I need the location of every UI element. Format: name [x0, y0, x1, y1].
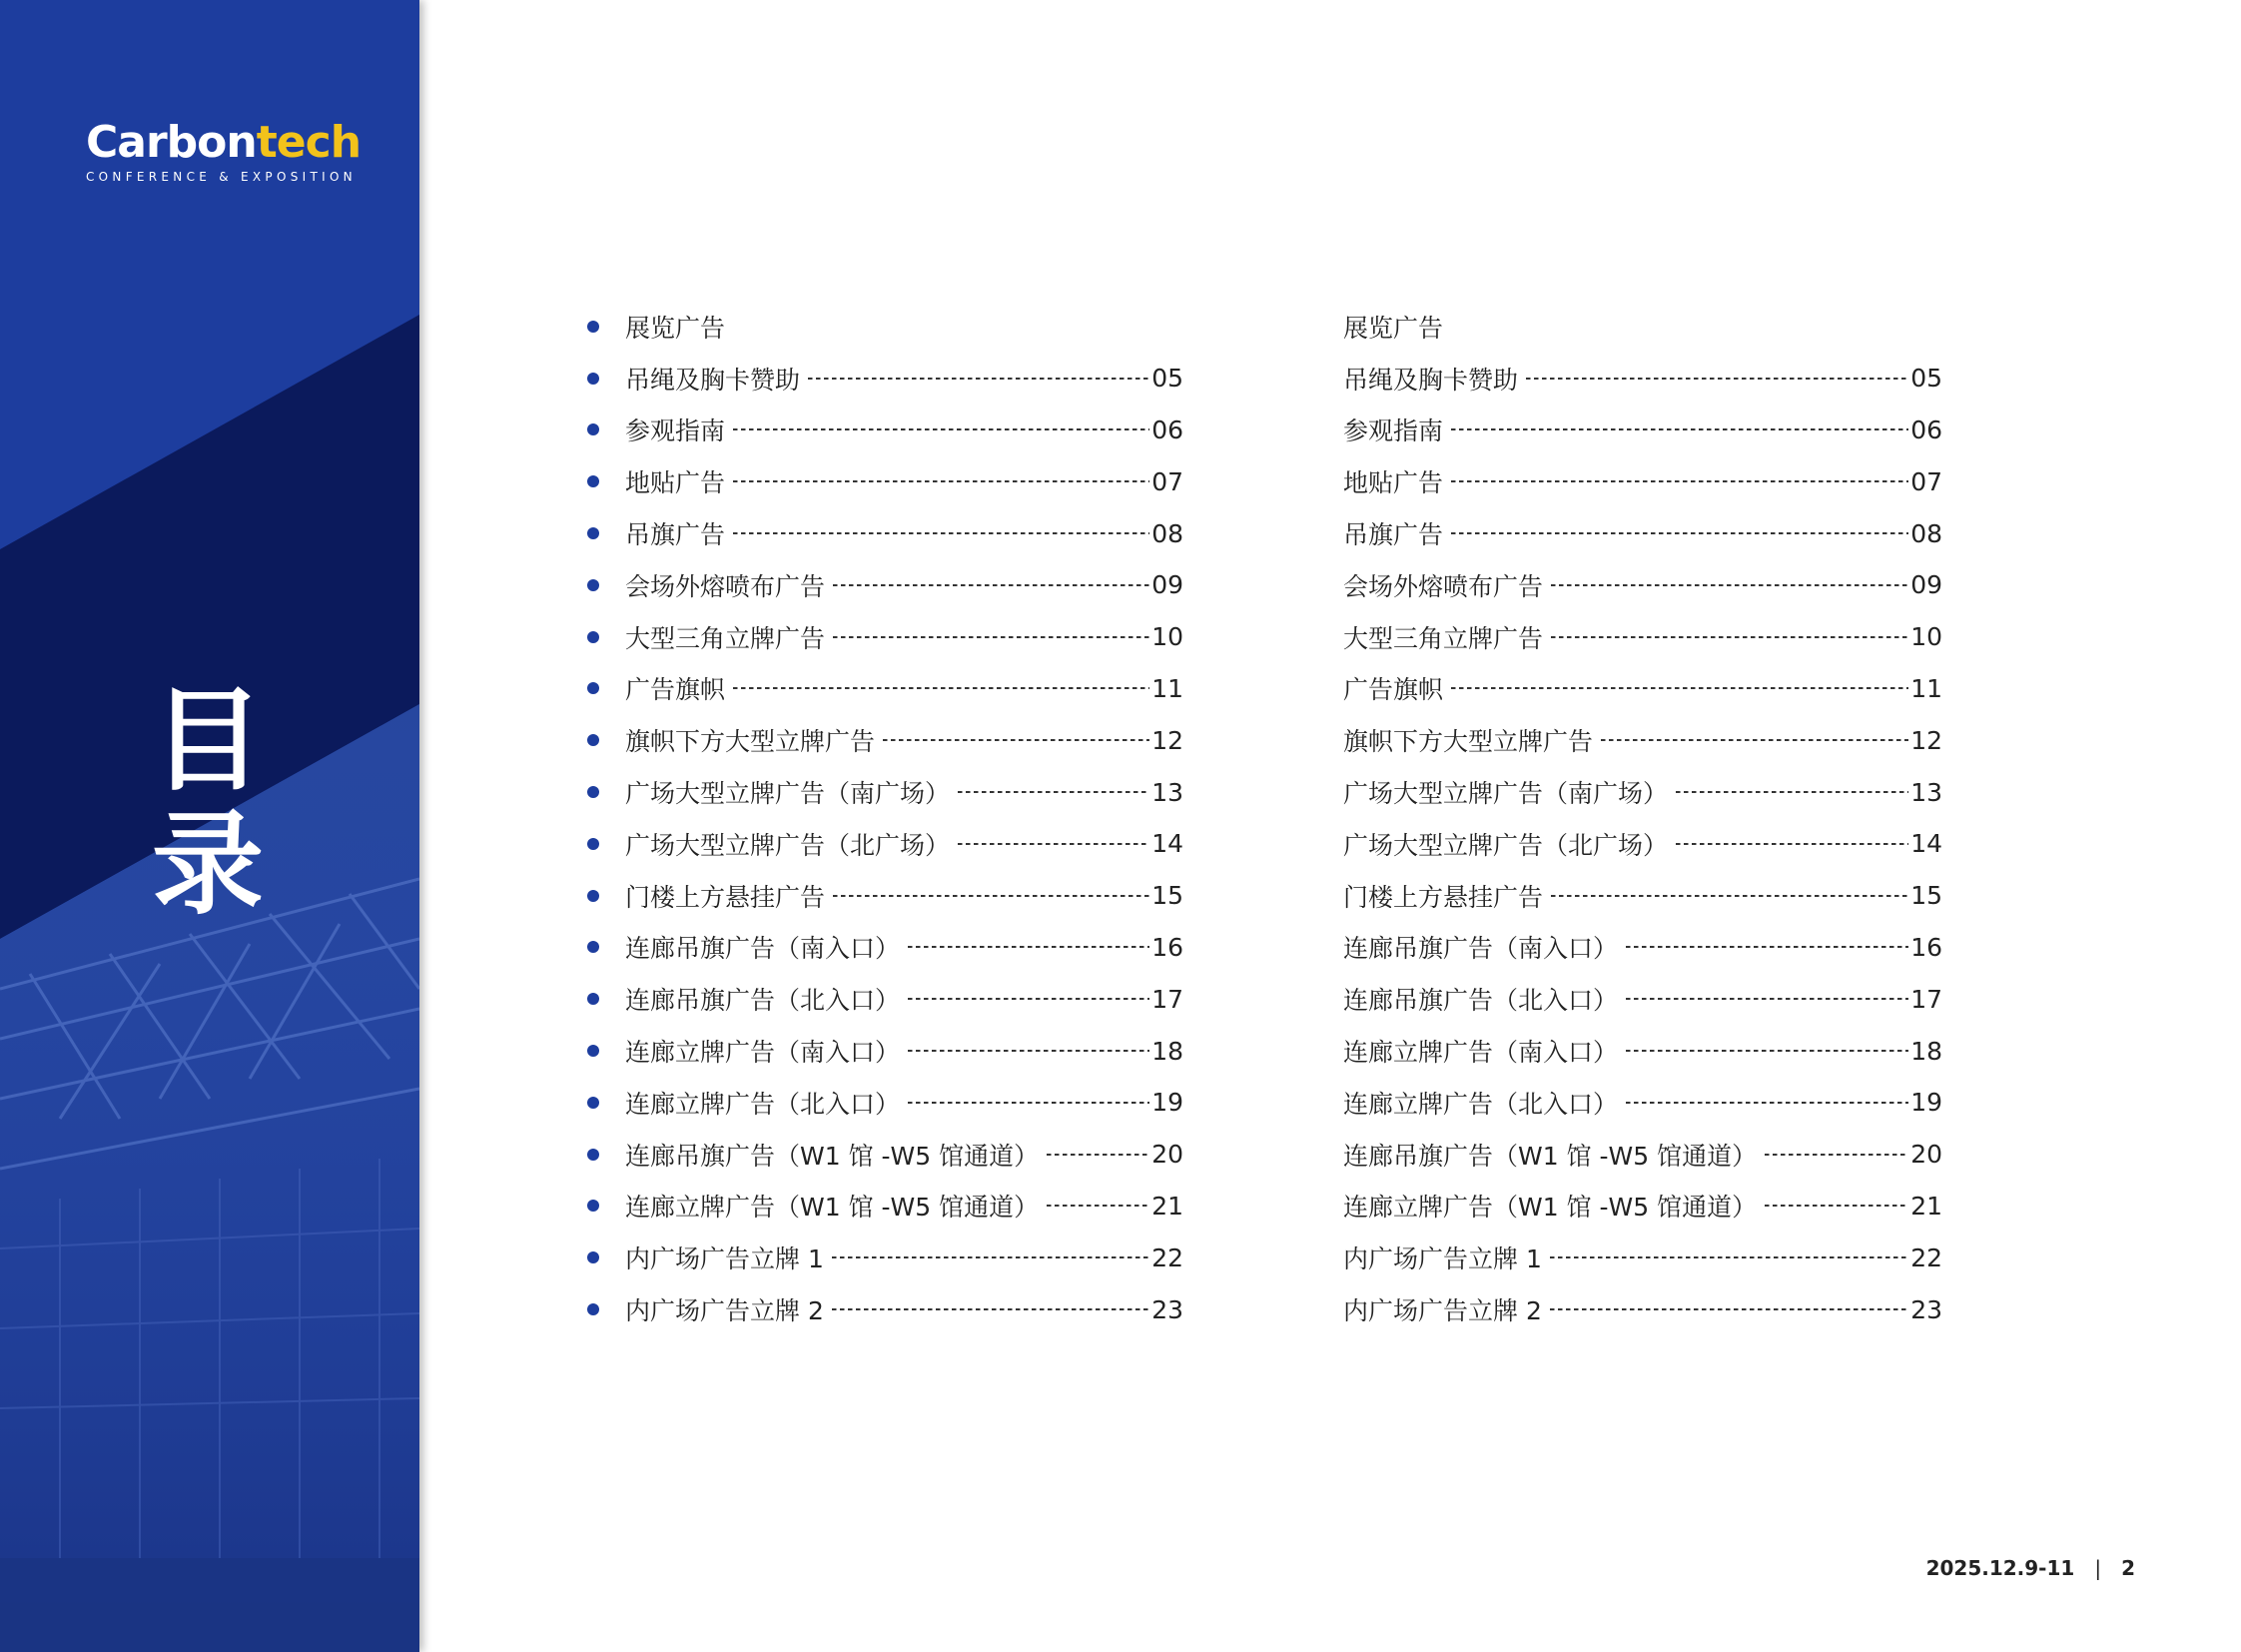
toc-entry-page: 05 — [1910, 364, 1942, 394]
toc-entry[interactable] — [584, 922, 1183, 974]
toc-column-right — [1343, 301, 1942, 1335]
dotted-leader — [1676, 791, 1908, 793]
dotted-leader — [1626, 1050, 1908, 1052]
toc-entry[interactable] — [1343, 611, 1942, 663]
toc-entry-label: 内广场广告立牌 1 — [625, 1244, 824, 1274]
bullet-icon — [587, 1303, 599, 1315]
bullet-icon — [587, 373, 599, 385]
toc-entry-page: 15 — [1151, 881, 1183, 911]
toc-title-line-1: 目 — [152, 676, 264, 806]
page-number: 2 — [2121, 1556, 2135, 1580]
toc-entry[interactable] — [1343, 405, 1942, 456]
toc-entry-label: 门楼上方悬挂广告 — [1343, 882, 1544, 912]
dotted-leader — [1765, 1205, 1908, 1207]
toc-entry-label: 门楼上方悬挂广告 — [625, 882, 826, 912]
dotted-leader — [1550, 1308, 1908, 1310]
dotted-leader — [1550, 1256, 1908, 1258]
toc-entry-page: 22 — [1151, 1242, 1183, 1272]
toc-entry-label: 广告旗帜 — [625, 675, 726, 705]
dotted-leader — [1601, 739, 1908, 741]
logo-word-tech: tech — [256, 117, 362, 168]
toc-entry-label: 广场大型立牌广告（北广场） — [1343, 830, 1669, 860]
bullet-icon — [587, 423, 599, 435]
toc-entry-label: 旗帜下方大型立牌广告 — [1343, 727, 1594, 757]
toc-entry-label: 大型三角立牌广告 — [1343, 623, 1544, 653]
page-footer — [1926, 1556, 2135, 1580]
toc-column-left — [584, 301, 1183, 1335]
toc-entry[interactable] — [584, 1181, 1183, 1233]
dotted-leader — [958, 843, 1149, 845]
dotted-leader — [832, 1256, 1149, 1258]
toc-entry-page: 12 — [1151, 725, 1183, 755]
toc-entry[interactable] — [584, 818, 1183, 870]
toc-entry-page: 11 — [1151, 673, 1183, 703]
footer-separator: | — [2094, 1556, 2102, 1580]
toc-entry-page: 14 — [1910, 829, 1942, 859]
toc-entry-page: 12 — [1910, 725, 1942, 755]
toc-entry[interactable] — [584, 1025, 1183, 1077]
toc-entry-label: 连廊立牌广告（南入口） — [625, 1038, 901, 1068]
toc-entry-page: 07 — [1151, 466, 1183, 496]
toc-entry[interactable] — [1343, 922, 1942, 974]
toc-entry[interactable] — [584, 1283, 1183, 1335]
bullet-icon — [587, 734, 599, 746]
toc-entry-label: 吊绳及胸卡赞助 — [1343, 365, 1519, 395]
bullet-icon — [587, 890, 599, 902]
toc-entry-page: 23 — [1910, 1294, 1942, 1324]
toc-section-header: 展览广告 — [1343, 313, 1444, 343]
toc-entry-page: 09 — [1910, 570, 1942, 600]
dotted-leader — [883, 739, 1149, 741]
dotted-leader — [908, 998, 1149, 1000]
bullet-icon — [587, 1251, 599, 1263]
dotted-leader — [1626, 1102, 1908, 1104]
toc-section-header: 展览广告 — [625, 313, 726, 343]
event-date: 2025.12.9-11 — [1925, 1556, 2075, 1580]
toc-entry-page: 21 — [1910, 1191, 1942, 1221]
toc-entry[interactable] — [584, 405, 1183, 456]
toc-entry-page: 15 — [1910, 881, 1942, 911]
toc-entry-page: 09 — [1151, 570, 1183, 600]
logo-word-carbon: Carbon — [86, 117, 257, 168]
toc-entry-label: 内广场广告立牌 1 — [1343, 1244, 1542, 1274]
dotted-leader — [733, 428, 1149, 430]
dotted-leader — [1551, 636, 1908, 638]
toc-entry-label: 地贴广告 — [625, 468, 726, 498]
toc-entry-page: 16 — [1151, 932, 1183, 962]
toc-entry-label: 连廊立牌广告（W1 馆 -W5 馆通道） — [1343, 1193, 1758, 1223]
toc-entry-page: 16 — [1910, 932, 1942, 962]
bullet-icon — [587, 786, 599, 798]
dotted-leader — [1551, 584, 1908, 586]
toc-entry[interactable] — [1343, 1077, 1942, 1129]
toc-entry-page: 13 — [1910, 777, 1942, 807]
toc-entry-label: 参观指南 — [625, 416, 726, 446]
toc-entry-page: 11 — [1910, 673, 1942, 703]
toc-entry-label: 连廊吊旗广告（南入口） — [625, 934, 901, 964]
toc-entry-page: 21 — [1151, 1191, 1183, 1221]
bullet-icon — [587, 682, 599, 694]
toc-entry[interactable] — [1343, 1181, 1942, 1233]
toc-header-row — [1343, 301, 1942, 353]
dotted-leader — [808, 378, 1149, 380]
toc-entry[interactable] — [584, 766, 1183, 818]
toc-entry-label: 广告旗帜 — [1343, 675, 1444, 705]
bullet-icon — [587, 1045, 599, 1057]
toc-entry-label: 连廊立牌广告（南入口） — [1343, 1038, 1619, 1068]
toc-entry[interactable] — [1343, 353, 1942, 405]
toc-entry-label: 大型三角立牌广告 — [625, 623, 826, 653]
toc-entry[interactable] — [1343, 663, 1942, 715]
toc-entry[interactable] — [1343, 1232, 1942, 1283]
dotted-leader — [833, 895, 1149, 897]
toc-entry[interactable] — [1343, 714, 1942, 766]
bullet-icon — [587, 1097, 599, 1109]
toc-entry-page: 10 — [1151, 622, 1183, 652]
carbontech-logo — [86, 117, 362, 184]
dotted-leader — [733, 480, 1149, 482]
dotted-leader — [908, 1050, 1149, 1052]
toc-title-line-2: 录 — [152, 800, 264, 930]
toc-entry-label: 连廊立牌广告（北入口） — [1343, 1089, 1619, 1119]
toc-entry-label: 参观指南 — [1343, 416, 1444, 446]
toc-entry-page: 20 — [1910, 1140, 1942, 1170]
dotted-leader — [1626, 946, 1908, 948]
dotted-leader — [1676, 843, 1908, 845]
bullet-icon — [587, 527, 599, 539]
toc-entry[interactable] — [584, 870, 1183, 922]
dotted-leader — [1765, 1154, 1908, 1156]
dotted-leader — [1451, 428, 1908, 430]
dotted-leader — [1047, 1154, 1149, 1156]
dotted-leader — [1551, 895, 1908, 897]
toc-entry[interactable] — [584, 1129, 1183, 1181]
dotted-leader — [908, 946, 1149, 948]
toc-entry-page: 06 — [1151, 414, 1183, 444]
dotted-leader — [1526, 378, 1908, 380]
toc-entry-page: 20 — [1151, 1140, 1183, 1170]
bullet-icon — [587, 475, 599, 487]
dotted-leader — [1047, 1205, 1149, 1207]
toc-entry[interactable] — [1343, 973, 1942, 1025]
dotted-leader — [1451, 687, 1908, 689]
toc-entry-label: 连廊吊旗广告（W1 馆 -W5 馆通道） — [625, 1141, 1040, 1171]
toc-entry-page: 18 — [1910, 1036, 1942, 1066]
dotted-leader — [908, 1102, 1149, 1104]
toc-entry[interactable] — [1343, 766, 1942, 818]
toc-entry[interactable] — [1343, 1129, 1942, 1181]
toc-entry-label: 广场大型立牌广告（南广场） — [1343, 779, 1669, 809]
toc-header-row — [584, 301, 1183, 353]
toc-entry-label: 连廊立牌广告（W1 馆 -W5 馆通道） — [625, 1193, 1040, 1223]
bullet-icon — [587, 1200, 599, 1212]
toc-entry-label: 内广场广告立牌 2 — [625, 1296, 824, 1326]
toc-entry[interactable] — [584, 1232, 1183, 1283]
logo-subtitle: CONFERENCE & EXPOSITION — [86, 170, 357, 184]
dotted-leader — [833, 636, 1149, 638]
toc-entry[interactable] — [1343, 1283, 1942, 1335]
toc-entry-label: 连廊吊旗广告（北入口） — [1343, 986, 1619, 1016]
toc-entry-page: 05 — [1151, 364, 1183, 394]
dotted-leader — [1451, 480, 1908, 482]
toc-entry[interactable] — [1343, 1025, 1942, 1077]
dotted-leader — [833, 584, 1149, 586]
toc-entry[interactable] — [584, 507, 1183, 559]
sidebar-panel — [0, 0, 419, 1652]
dotted-leader — [1626, 998, 1908, 1000]
toc-entry-label: 吊旗广告 — [1343, 520, 1444, 550]
toc-entry-label: 广场大型立牌广告（南广场） — [625, 779, 951, 809]
toc-entry-label: 吊绳及胸卡赞助 — [625, 365, 801, 395]
bullet-icon — [587, 993, 599, 1005]
bullet-icon — [587, 631, 599, 643]
toc-entry[interactable] — [584, 611, 1183, 663]
toc-entry[interactable] — [584, 559, 1183, 611]
toc-entry-page: 06 — [1910, 414, 1942, 444]
toc-entry-label: 内广场广告立牌 2 — [1343, 1296, 1542, 1326]
toc-entry[interactable] — [1343, 559, 1942, 611]
toc-entry-label: 旗帜下方大型立牌广告 — [625, 727, 876, 757]
toc-entry-label: 吊旗广告 — [625, 520, 726, 550]
toc-title — [148, 676, 268, 930]
toc-entry-label: 连廊吊旗广告（W1 馆 -W5 馆通道） — [1343, 1141, 1758, 1171]
toc-entry[interactable] — [1343, 455, 1942, 507]
dotted-leader — [733, 687, 1149, 689]
toc-entry[interactable] — [584, 663, 1183, 715]
bullet-icon — [587, 321, 599, 333]
toc-entry-page: 18 — [1151, 1036, 1183, 1066]
toc-entry-label: 连廊吊旗广告（南入口） — [1343, 934, 1619, 964]
toc-entry[interactable] — [1343, 507, 1942, 559]
toc-entry-page: 13 — [1151, 777, 1183, 807]
toc-entry-page: 22 — [1910, 1242, 1942, 1272]
toc-entry-label: 地贴广告 — [1343, 468, 1444, 498]
dotted-leader — [958, 791, 1149, 793]
toc-entry-label: 会场外熔喷布广告 — [1343, 571, 1544, 601]
toc-entry[interactable] — [584, 1077, 1183, 1129]
dotted-leader — [832, 1308, 1149, 1310]
toc-entry-page: 14 — [1151, 829, 1183, 859]
toc-entry-page: 17 — [1151, 984, 1183, 1014]
toc-entry-label: 连廊吊旗广告（北入口） — [625, 986, 901, 1016]
toc-entry-page: 23 — [1151, 1294, 1183, 1324]
bullet-icon — [587, 1149, 599, 1161]
toc-entry[interactable] — [584, 455, 1183, 507]
toc-entry-page: 08 — [1151, 518, 1183, 548]
toc-entry-page: 08 — [1910, 518, 1942, 548]
toc-entry[interactable] — [1343, 818, 1942, 870]
toc-entry-label: 会场外熔喷布广告 — [625, 571, 826, 601]
toc-entry-page: 17 — [1910, 984, 1942, 1014]
bullet-icon — [587, 941, 599, 953]
toc-entry-page: 19 — [1910, 1088, 1942, 1118]
toc-entry[interactable] — [1343, 870, 1942, 922]
bullet-icon — [587, 838, 599, 850]
toc-entry-page: 19 — [1151, 1088, 1183, 1118]
dotted-leader — [1451, 532, 1908, 534]
toc-entry-page: 07 — [1910, 466, 1942, 496]
bullet-icon — [587, 579, 599, 591]
dotted-leader — [733, 532, 1149, 534]
toc-entry-page: 10 — [1910, 622, 1942, 652]
toc-entry-label: 广场大型立牌广告（北广场） — [625, 830, 951, 860]
toc-entry[interactable] — [584, 973, 1183, 1025]
toc-entry[interactable] — [584, 714, 1183, 766]
toc-entry-label: 连廊立牌广告（北入口） — [625, 1089, 901, 1119]
toc-entry[interactable] — [584, 353, 1183, 405]
